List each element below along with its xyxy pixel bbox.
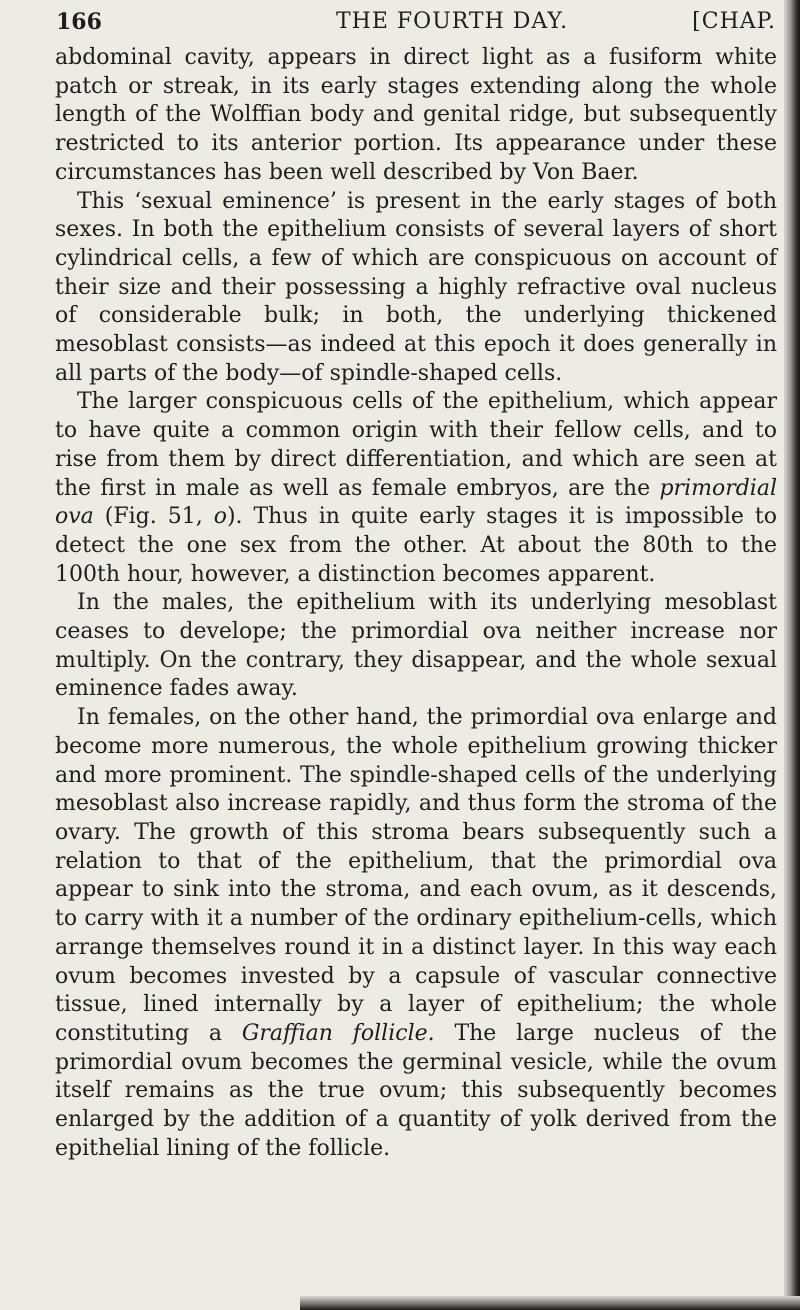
text-run: In females, on the other hand, the primordial ova enlarge and become more numerous, the whole epithelium growing thicker and more prominent. The spindle-shaped cells of the underlying mesoblast also increase rapidly, and thus form the stroma of the ovary. The growth of this stroma bears subsequently such a relation to that of the epithelium, that the primordial ova appear to sink into the stroma, and each ovum, as it descends, to carry with it a number of the ordinary epithelium-cells, which arrange themselves round it in a distinct layer. In this way each ovum becomes invested by a capsule of vascular connective tissue, lined internally by a layer of epithelium; the whole constituting a <box>55 705 777 1046</box>
text-run: This ‘sexual eminence’ is present in the early stages of both sexes. In both the epithelium consists of several layers of short cylindrical cells, a few of which are conspicuous on account of their size and their possessing a highly refractive oval nucleus of considerable bulk; in both, the underlying thickened mesoblast consists—as indeed at this epoch it does generally in all parts of the body—of spindle-shaped cells. <box>55 188 777 386</box>
italic-text: Graffian follicle. <box>241 1020 435 1046</box>
italic-text: primordial ova <box>55 475 777 530</box>
paragraph <box>55 388 777 589</box>
running-title: THE FOURTH DAY. <box>336 9 569 34</box>
paragraph <box>55 188 777 389</box>
page-bottom-shadow <box>300 1296 800 1310</box>
paragraph <box>55 704 777 1163</box>
chapter-label: [CHAP. <box>692 9 776 34</box>
paragraph <box>55 44 777 188</box>
text-run: The large nucleus of the primordial ovum becomes the germinal vesicle, while the ovum itself remains as the true ovum; this subsequently becomes enlarged by the addition of a quantity of yolk derived from the epithelial lining of the follicle. <box>55 1020 777 1161</box>
italic-text: o <box>213 504 227 530</box>
running-header <box>56 2 776 42</box>
page-edge-shadow <box>784 0 800 1310</box>
page-number: 166 <box>56 9 102 35</box>
text-run: The larger conspicuous cells of the epithelium, which appear to have quite a common origin with their fellow cells, and to rise from them by direct differentiation, and which are seen at the first in male as well as female embryos, are the <box>55 389 777 501</box>
text-run: ). Thus in quite early stages it is impossible to detect the one sex from the other. At about the 80th to the 100th hour, however, a distinction becomes apparent. <box>55 504 777 587</box>
text-run: (Fig. 51, <box>93 504 214 530</box>
body-text <box>55 44 777 1163</box>
text-run: abdominal cavity, appears in direct light as a fusiform white patch or streak, in its early stages extending along the whole length of the Wolffian body and genital ridge, but subsequently restricted to its anterior portion. Its appearance under these circumstances has been well described by Von Baer. <box>55 45 777 185</box>
text-run: In the males, the epithelium with its underlying mesoblast ceases to develope; the primordial ova neither increase nor multiply. On the contrary, they disappear, and the whole sexual eminence fades away. <box>55 590 777 702</box>
paragraph <box>55 589 777 704</box>
